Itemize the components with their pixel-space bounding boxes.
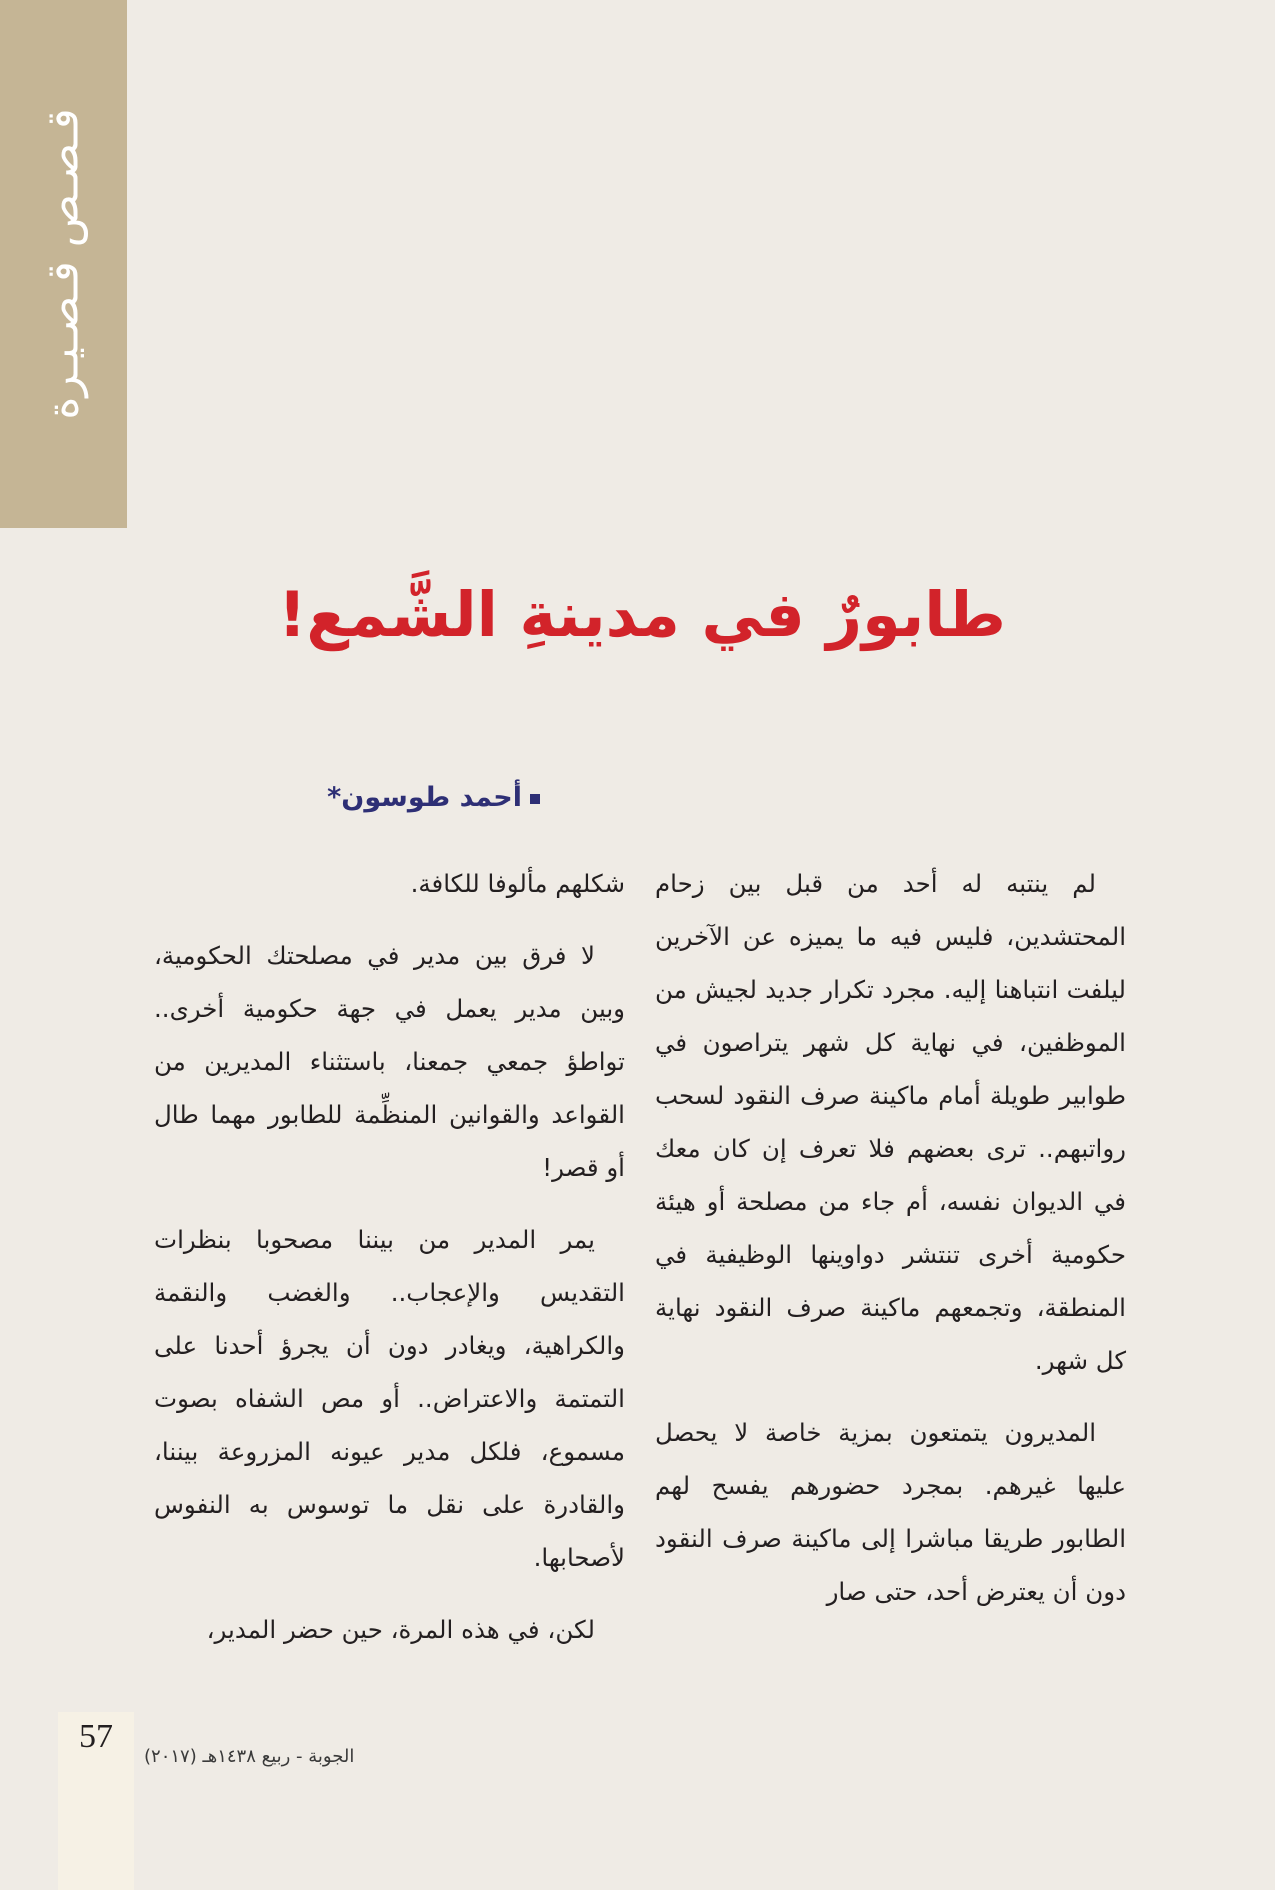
paragraph: يمر المدير من بيننا مصحوبا بنظرات التقديس والإعجاب.. والغضب والنقمة والكراهية، ويغادر دون أن يجرؤ أحدنا على التمتمة والاعتراض.. أو مص الشفاه بصوت مسموع، فلكل مدير عيونه المزروعة بيننا، والقادرة على نقل ما توسوس به النفوس لأصحابها. <box>154 1225 625 1572</box>
journal-footer: الجوبة - ربيع ١٤٣٨هـ (٢٠١٧) <box>144 1746 355 1767</box>
paragraph: شكلهم مألوفا للكافة. <box>410 869 625 898</box>
page-number: 57 <box>79 1718 113 1755</box>
article-title: طابورٌ في مدينةِ الشَّمع! <box>278 578 1006 651</box>
text-column-right <box>655 857 1126 1637</box>
section-tab <box>0 0 127 528</box>
paragraph: لكن، في هذه المرة، حين حضر المدير، <box>206 1615 595 1644</box>
section-label: قـصـص قـصـيـرة <box>37 108 89 420</box>
paragraph: المديرون يتمتعون بمزية خاصة لا يحصل عليها غيرهم. بمجرد حضورهم يفسح لهم الطابور طريقا مباشرا إلى ماكينة صرف النقود دون أن يعترض أحد، حتى صار <box>655 1418 1126 1606</box>
page-edge <box>1275 0 1284 1890</box>
author-line <box>140 782 540 813</box>
paragraph: لا فرق بين مدير في مصلحتك الحكومية، وبين مدير يعمل في جهة حكومية أخرى.. تواطؤ جمعي جمعنا، باستثناء المديرين من القواعد والقوانين المنظِّمة للطابور مهما طال أو قصر! <box>154 941 625 1182</box>
text-column-left <box>154 857 625 1675</box>
author-bullet-icon <box>530 794 540 804</box>
paragraph: لم ينتبه له أحد من قبل بين زحام المحتشدين، فليس فيه ما يميزه عن الآخرين ليلفت انتباهنا إليه. مجرد تكرار جديد لجيش من الموظفين، في نهاية كل شهر يتراصون في طوابير طويلة أمام ماكينة صرف النقود لسحب رواتبهم.. ترى بعضهم فلا تعرف إن كان معك في الديوان نفسه، أم جاء من مصلحة أو هيئة حكومية أخرى تنتشر دواوينها الوظيفية في المنطقة، وتجمعهم ماكينة صرف النقود نهاية كل شهر. <box>655 869 1126 1375</box>
author-name: أحمد طوسون* <box>327 782 522 813</box>
